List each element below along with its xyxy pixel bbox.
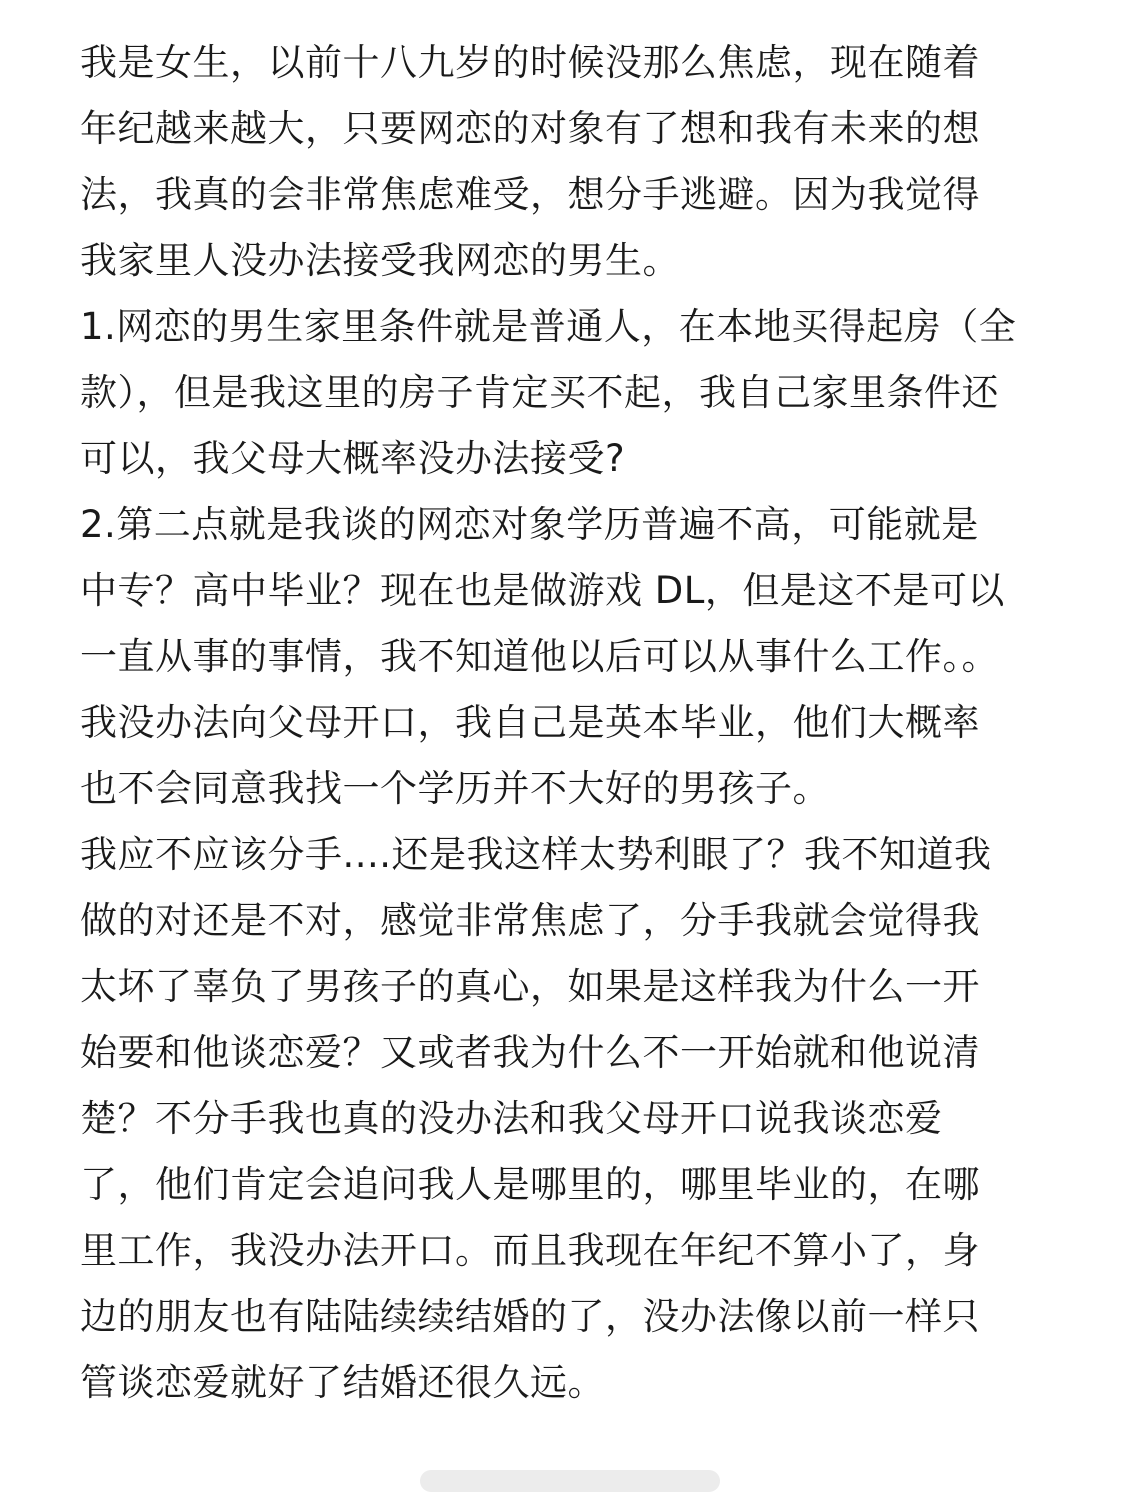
post-line: 一直从事的事情，我不知道他以后可以从事什么工作。。: [80, 635, 999, 678]
post-line: 太坏了辜负了男孩子的真心，如果是这样我为什么一开: [80, 965, 980, 1008]
post-line: 始要和他谈恋爱？又或者我为什么不一开始就和他说清: [80, 1031, 980, 1074]
post-body: [80, 0, 1110, 1416]
post-line: 我没办法向父母开口，我自己是英本毕业，他们大概率: [80, 701, 980, 744]
post-line: 楚？不分手我也真的没办法和我父母开口说我谈恋爱: [80, 1097, 943, 1140]
post-line: 2.第二点就是我谈的网恋对象学历普遍不高，可能就是: [80, 503, 979, 546]
post-line: 款），但是我这里的房子肯定买不起，我自己家里条件还: [80, 371, 999, 414]
post-line: 做的对还是不对，感觉非常焦虑了，分手我就会觉得我: [80, 899, 980, 942]
post-line: 边的朋友也有陆陆续续结婚的了，没办法像以前一样只: [80, 1295, 980, 1338]
post-line: 年纪越来越大，只要网恋的对象有了想和我有未来的想: [80, 107, 980, 150]
post-line: 法，我真的会非常焦虑难受，想分手逃避。因为我觉得: [80, 173, 980, 216]
post-line: 我应不应该分手....还是我这样太势利眼了？我不知道我: [80, 833, 992, 876]
post-line: 我家里人没办法接受我网恋的男生。: [80, 239, 680, 282]
post-line: 中专？高中毕业？现在也是做游戏 DL，但是这不是可以: [80, 569, 1005, 612]
post-line: 也不会同意我找一个学历并不大好的男孩子。: [80, 767, 830, 810]
post-line: 1.网恋的男生家里条件就是普通人，在本地买得起房（全: [80, 305, 1017, 348]
post-line: 我是女生，以前十八九岁的时候没那么焦虑，现在随着: [80, 41, 980, 84]
post-line: 了，他们肯定会追问我人是哪里的，哪里毕业的，在哪: [80, 1163, 980, 1206]
post-line: 可以，我父母大概率没办法接受?: [80, 437, 626, 480]
post-line: 管谈恋爱就好了结婚还很久远。: [80, 1361, 605, 1404]
blurred-watermark: [420, 1470, 720, 1492]
post-line: 里工作，我没办法开口。而且我现在年纪不算小了，身: [80, 1229, 980, 1272]
